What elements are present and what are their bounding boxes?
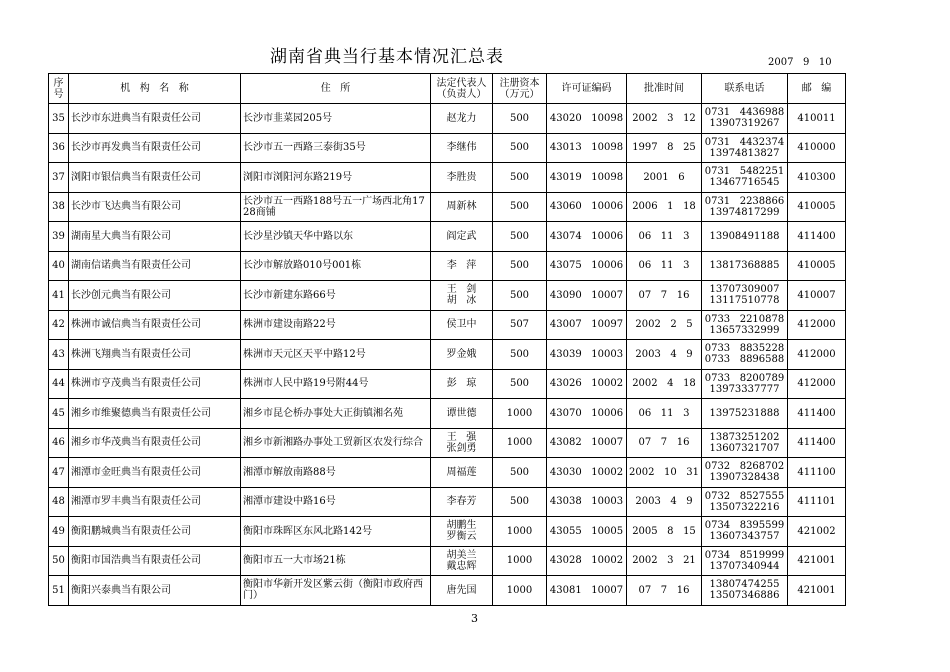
cell-license: 43020 10098: [547, 104, 627, 134]
cell-phone: 0731 2238866 13974817299: [701, 192, 787, 222]
cell-zip: 410005: [787, 192, 845, 222]
cell-rep: 李继伟: [431, 133, 493, 163]
table-row: [49, 487, 846, 517]
cell-name: 株洲市诚信典当有限责任公司: [69, 310, 241, 340]
cell-zip: 421002: [787, 517, 845, 547]
cell-name: 湘乡市华茂典当有限责任公司: [69, 428, 241, 458]
cell-license: 43082 10007: [547, 428, 627, 458]
cell-zip: 410011: [787, 104, 845, 134]
cell-approve: 2003 4 9: [627, 340, 702, 370]
cell-phone: 0734 8395599 13607343757: [701, 517, 787, 547]
document-date: 2007 9 10: [768, 57, 832, 68]
cell-address: 长沙星沙镇天华中路以东: [241, 222, 431, 252]
cell-license: 43026 10002: [547, 369, 627, 399]
cell-no: 47: [49, 458, 69, 488]
cell-capital: 500: [493, 340, 547, 370]
cell-phone: 0732 8527555 13507322216: [701, 487, 787, 517]
cell-name: 湖南信诺典当有限责任公司: [69, 251, 241, 281]
page-number: 3: [471, 612, 478, 625]
cell-no: 45: [49, 399, 69, 429]
cell-capital: 500: [493, 163, 547, 193]
cell-capital: 507: [493, 310, 547, 340]
table-row: [49, 517, 846, 547]
cell-no: 43: [49, 340, 69, 370]
table-row: [49, 163, 846, 193]
cell-zip: 410000: [787, 133, 845, 163]
cell-zip: 411400: [787, 428, 845, 458]
table-row: [49, 399, 846, 429]
cell-zip: 410007: [787, 281, 845, 311]
cell-address: 湘潭市建设中路16号: [241, 487, 431, 517]
cell-no: 35: [49, 104, 69, 134]
cell-name: 湖南星大典当有限公司: [69, 222, 241, 252]
cell-license: 43039 10003: [547, 340, 627, 370]
cell-address: 衡阳市五一大市场21栋: [241, 546, 431, 576]
cell-rep: 阎定武: [431, 222, 493, 252]
cell-capital: 1000: [493, 546, 547, 576]
header-address: 住 所: [241, 74, 431, 104]
cell-rep: 胡美兰 戴忠辉: [431, 546, 493, 576]
cell-rep: 赵龙力: [431, 104, 493, 134]
cell-approve: 2002 3 21: [627, 546, 702, 576]
cell-phone: 13707309007 13117510778: [701, 281, 787, 311]
cell-no: 40: [49, 251, 69, 281]
cell-address: 株洲市天元区天平中路12号: [241, 340, 431, 370]
cell-rep: 李春芳: [431, 487, 493, 517]
cell-address: 长沙市韭菜园205号: [241, 104, 431, 134]
cell-license: 43055 10005: [547, 517, 627, 547]
cell-approve: 06 11 3: [627, 399, 702, 429]
cell-capital: 500: [493, 458, 547, 488]
cell-name: 衡阳市国浩典当有限责任公司: [69, 546, 241, 576]
cell-capital: 500: [493, 222, 547, 252]
cell-rep: 胡鹏生 罗衡云: [431, 517, 493, 547]
cell-no: 51: [49, 576, 69, 606]
cell-approve: 2003 4 9: [627, 487, 702, 517]
table-row: [49, 281, 846, 311]
cell-name: 浏阳市银信典当有限责任公司: [69, 163, 241, 193]
cell-no: 48: [49, 487, 69, 517]
cell-capital: 500: [493, 192, 547, 222]
table-row: [49, 251, 846, 281]
table-row: [49, 192, 846, 222]
cell-rep: 谭世德: [431, 399, 493, 429]
cell-zip: 412000: [787, 310, 845, 340]
cell-capital: 1000: [493, 517, 547, 547]
cell-phone: 0732 8268702 13907328438: [701, 458, 787, 488]
cell-phone: 0731 4436988 13907319267: [701, 104, 787, 134]
cell-capital: 500: [493, 487, 547, 517]
cell-no: 49: [49, 517, 69, 547]
cell-approve: 2006 1 18: [627, 192, 702, 222]
cell-approve: 06 11 3: [627, 222, 702, 252]
cell-rep: 王 剑 胡 冰: [431, 281, 493, 311]
cell-capital: 500: [493, 251, 547, 281]
cell-rep: 李 萍: [431, 251, 493, 281]
cell-zip: 411101: [787, 487, 845, 517]
cell-rep: 彭 琼: [431, 369, 493, 399]
cell-name: 长沙市飞达典当有限公司: [69, 192, 241, 222]
cell-license: 43074 10006: [547, 222, 627, 252]
header-phone: 联系电话: [701, 74, 787, 104]
cell-phone: 0733 8200789 13973337777: [701, 369, 787, 399]
cell-name: 长沙创元典当有限公司: [69, 281, 241, 311]
cell-capital: 1000: [493, 428, 547, 458]
table-row: [49, 133, 846, 163]
header-name: 机 构 名 称: [69, 74, 241, 104]
cell-phone: 0733 8835228 0733 8896588: [701, 340, 787, 370]
cell-zip: 421001: [787, 546, 845, 576]
cell-approve: 07 7 16: [627, 281, 702, 311]
cell-license: 43028 10002: [547, 546, 627, 576]
document-title: 湖南省典当行基本情况汇总表: [270, 47, 504, 67]
cell-name: 湘潭市金旺典当有限责任公司: [69, 458, 241, 488]
cell-approve: 2002 10 31: [627, 458, 702, 488]
header-rep: 法定代表人（负责人）: [431, 74, 493, 104]
cell-no: 50: [49, 546, 69, 576]
header-row: [49, 74, 846, 104]
cell-license: 43007 10097: [547, 310, 627, 340]
cell-license: 43075 10006: [547, 251, 627, 281]
header-no: 序号: [49, 74, 69, 104]
cell-license: 43070 10006: [547, 399, 627, 429]
cell-license: 43019 10098: [547, 163, 627, 193]
cell-address: 衡阳市华新开发区紫云街（衡阳市政府西门）: [241, 576, 431, 606]
header-capital: 注册资本（万元）: [493, 74, 547, 104]
cell-rep: 李胜贵: [431, 163, 493, 193]
cell-approve: 06 11 3: [627, 251, 702, 281]
cell-capital: 500: [493, 133, 547, 163]
table-row: [49, 546, 846, 576]
cell-phone: 13908491188: [701, 222, 787, 252]
cell-phone: 0731 5482251 13467716545: [701, 163, 787, 193]
cell-zip: 412000: [787, 340, 845, 370]
cell-address: 湘乡市新湘路办事处工贸新区农发行综合: [241, 428, 431, 458]
cell-license: 43060 10006: [547, 192, 627, 222]
table-row: [49, 310, 846, 340]
cell-phone: 0731 4432374 13974813827: [701, 133, 787, 163]
cell-approve: 07 7 16: [627, 428, 702, 458]
cell-phone: 13873251202 13607321707: [701, 428, 787, 458]
cell-zip: 412000: [787, 369, 845, 399]
cell-approve: 2001 6: [627, 163, 702, 193]
cell-name: 长沙市再发典当有限责任公司: [69, 133, 241, 163]
cell-rep: 周新林: [431, 192, 493, 222]
cell-zip: 411100: [787, 458, 845, 488]
cell-name: 长沙市东进典当有限责任公司: [69, 104, 241, 134]
cell-license: 43030 10002: [547, 458, 627, 488]
cell-name: 衡阳鹏城典当有限责任公司: [69, 517, 241, 547]
cell-approve: 2002 4 18: [627, 369, 702, 399]
cell-name: 株洲飞翔典当有限责任公司: [69, 340, 241, 370]
cell-capital: 500: [493, 281, 547, 311]
cell-name: 衡阳兴泰典当有限公司: [69, 576, 241, 606]
cell-rep: 侯卫中: [431, 310, 493, 340]
table-row: [49, 340, 846, 370]
cell-license: 43013 10098: [547, 133, 627, 163]
cell-no: 38: [49, 192, 69, 222]
cell-rep: 罗金娥: [431, 340, 493, 370]
cell-capital: 500: [493, 104, 547, 134]
cell-name: 湘潭市罗丰典当有限责任公司: [69, 487, 241, 517]
cell-phone: 13975231888: [701, 399, 787, 429]
cell-name: 湘乡市维聚德典当有限责任公司: [69, 399, 241, 429]
cell-no: 36: [49, 133, 69, 163]
cell-no: 37: [49, 163, 69, 193]
cell-rep: 王 强 张剑勇: [431, 428, 493, 458]
cell-address: 株洲市建设南路22号: [241, 310, 431, 340]
cell-capital: 500: [493, 369, 547, 399]
cell-name: 株洲市亨茂典当有限责任公司: [69, 369, 241, 399]
table-row: [49, 576, 846, 606]
cell-approve: 07 7 16: [627, 576, 702, 606]
cell-phone: 13807474255 13507346886: [701, 576, 787, 606]
table-row: [49, 104, 846, 134]
cell-no: 44: [49, 369, 69, 399]
cell-no: 46: [49, 428, 69, 458]
cell-rep: 唐先国: [431, 576, 493, 606]
cell-capital: 1000: [493, 399, 547, 429]
cell-no: 39: [49, 222, 69, 252]
table-row: [49, 428, 846, 458]
cell-approve: 2002 2 5: [627, 310, 702, 340]
cell-address: 长沙市解放路010号001栋: [241, 251, 431, 281]
cell-address: 长沙市五一西路三泰街35号: [241, 133, 431, 163]
table-row: [49, 369, 846, 399]
cell-capital: 1000: [493, 576, 547, 606]
cell-zip: 421001: [787, 576, 845, 606]
header-license: 许可证编码: [547, 74, 627, 104]
cell-phone: 0733 2210878 13657332999: [701, 310, 787, 340]
cell-license: 43090 10007: [547, 281, 627, 311]
cell-license: 43081 10007: [547, 576, 627, 606]
cell-no: 41: [49, 281, 69, 311]
cell-phone: 0734 8519999 13707340944: [701, 546, 787, 576]
cell-address: 湘潭市解放南路88号: [241, 458, 431, 488]
cell-address: 长沙市五一西路188号五一广场西北角1728商铺: [241, 192, 431, 222]
header-approve: 批准时间: [627, 74, 702, 104]
cell-approve: 2005 8 15: [627, 517, 702, 547]
cell-address: 长沙市新建东路66号: [241, 281, 431, 311]
cell-address: 湘乡市昆仑桥办事处大正街镇湘名苑: [241, 399, 431, 429]
cell-phone: 13817368885: [701, 251, 787, 281]
cell-zip: 410005: [787, 251, 845, 281]
cell-approve: 2002 3 12: [627, 104, 702, 134]
table-row: [49, 222, 846, 252]
header-zip: 邮 编: [787, 74, 845, 104]
cell-rep: 周福莲: [431, 458, 493, 488]
pawnshop-table: [48, 73, 846, 606]
cell-approve: 1997 8 25: [627, 133, 702, 163]
cell-address: 株洲市人民中路19号附44号: [241, 369, 431, 399]
cell-no: 42: [49, 310, 69, 340]
cell-zip: 411400: [787, 399, 845, 429]
cell-license: 43038 10003: [547, 487, 627, 517]
table-row: [49, 458, 846, 488]
cell-address: 浏阳市浏阳河东路219号: [241, 163, 431, 193]
cell-zip: 410300: [787, 163, 845, 193]
cell-address: 衡阳市珠晖区东风北路142号: [241, 517, 431, 547]
cell-zip: 411400: [787, 222, 845, 252]
